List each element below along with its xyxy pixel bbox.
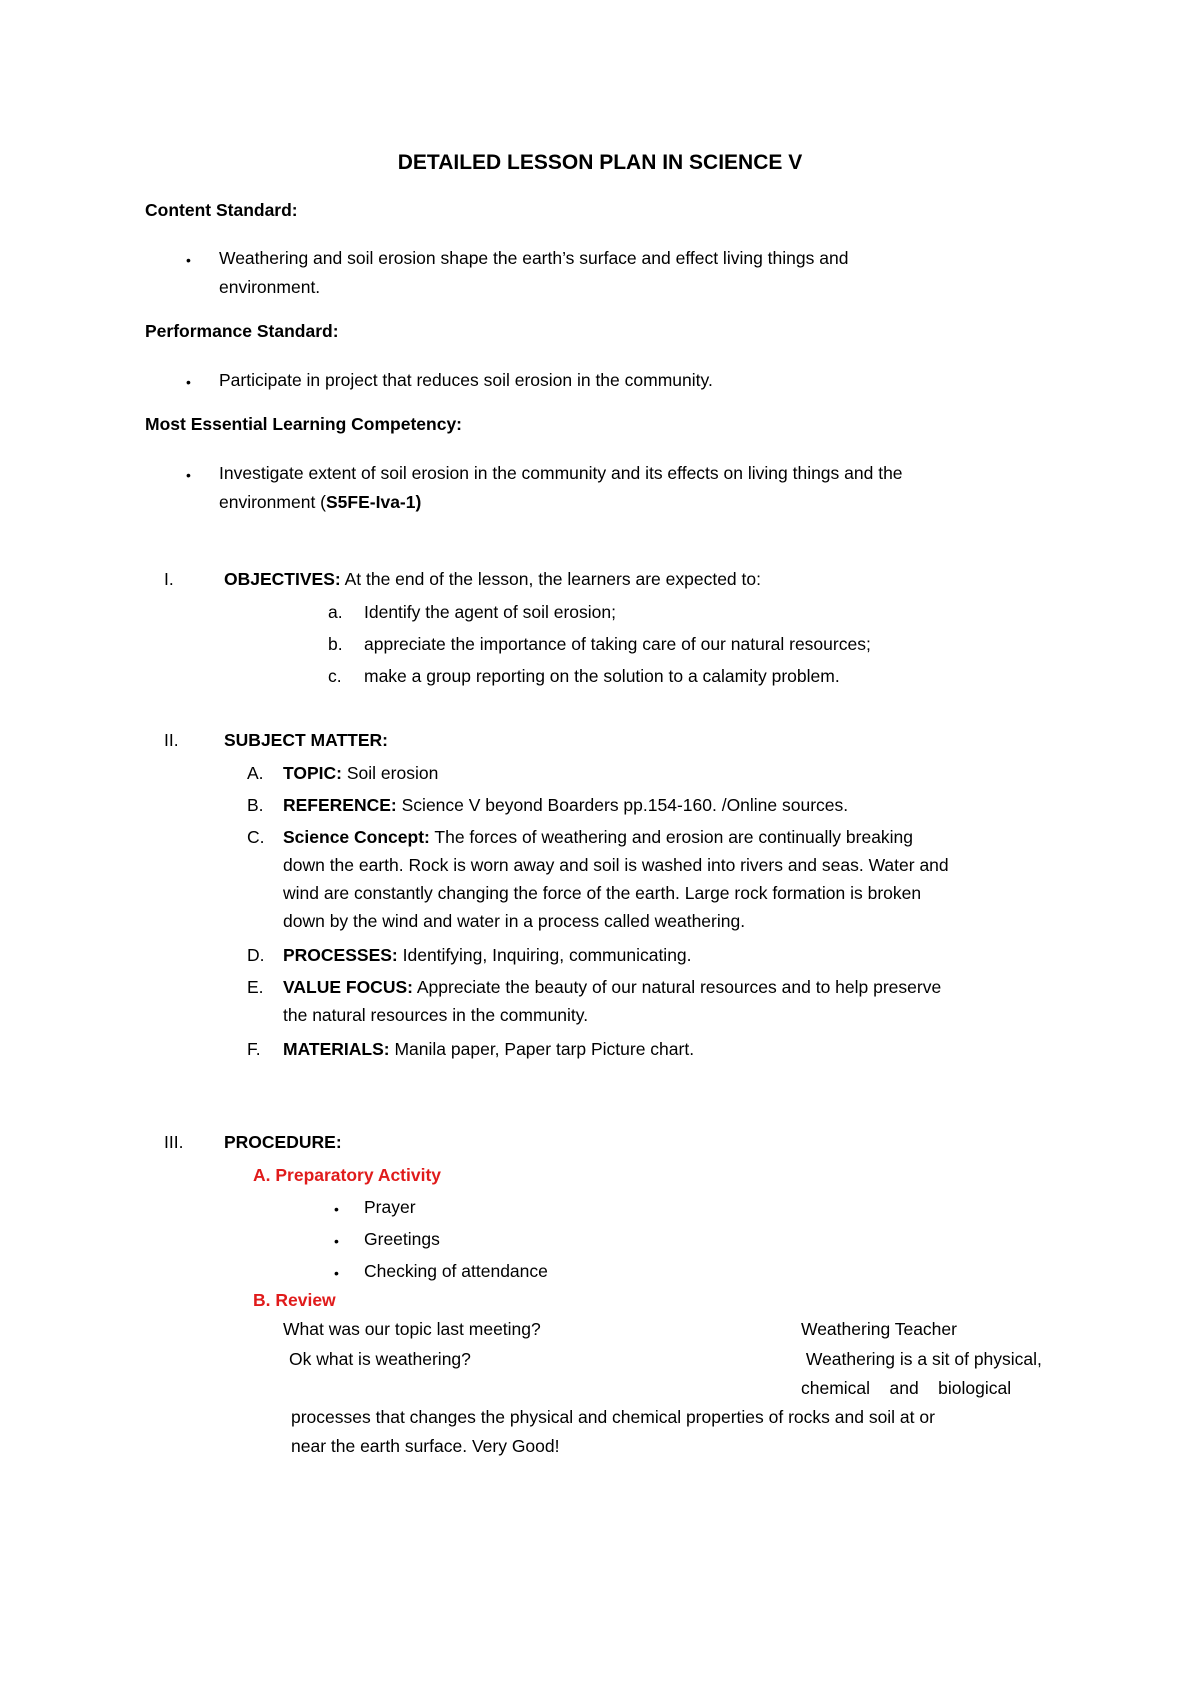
review-answer-2-line-4: near the earth surface. Very Good! (291, 1436, 560, 1456)
subject-matter-heading: SUBJECT MATTER: (224, 730, 388, 750)
subject-matter-numeral: II. (164, 730, 179, 750)
preparatory-item: Prayer (364, 1197, 416, 1217)
review-label: B. Review (253, 1290, 336, 1310)
bullet-dot-icon: • (334, 1265, 339, 1281)
reference-line: REFERENCE: Science V beyond Boarders pp.154-160. /Online sources. (283, 795, 849, 815)
topic-line: TOPIC: Soil erosion (283, 763, 439, 783)
melc-line-2: environment (S5FE-Iva-1) (219, 492, 422, 512)
performance-standard-heading: Performance Standard: (145, 321, 339, 341)
review-answer-2-line-1: Weathering is a sit of physical, (801, 1349, 1042, 1369)
subject-letter: C. (247, 827, 265, 847)
value-focus-line-1: VALUE FOCUS: Appreciate the beauty of our natural resources and to help preserve (283, 977, 942, 997)
preparatory-activity-label: A. Preparatory Activity (253, 1165, 442, 1185)
subject-letter: F. (247, 1039, 261, 1059)
bullet-dot-icon: • (186, 467, 191, 483)
concept-line-4: down by the wind and water in a process called weathering. (283, 911, 746, 931)
preparatory-item: Greetings (364, 1229, 440, 1249)
objective-item: make a group reporting on the solution to a calamity problem. (364, 666, 840, 686)
review-answer-2-line-3: processes that changes the physical and chemical properties of rocks and soil at or (291, 1407, 935, 1427)
concept-line-3: wind are constantly changing the force of the earth. Large rock formation is broken (283, 883, 922, 903)
content-standard-heading: Content Standard: (145, 200, 298, 220)
document-title: DETAILED LESSON PLAN IN SCIENCE V (397, 151, 803, 174)
objectives-numeral: I. (164, 569, 174, 589)
subject-letter: E. (247, 977, 264, 997)
bullet-dot-icon: • (334, 1233, 339, 1249)
melc-code: S5FE-Iva-1) (326, 492, 422, 512)
objective-letter: a. (328, 602, 343, 622)
processes-line: PROCESSES: Identifying, Inquiring, communicating. (283, 945, 692, 965)
materials-line: MATERIALS: Manila paper, Paper tarp Picture chart. (283, 1039, 695, 1059)
objective-item: Identify the agent of soil erosion; (364, 602, 616, 622)
review-answer-1: Weathering Teacher (801, 1319, 957, 1339)
review-answer-2-line-2: chemical and biological (801, 1378, 1012, 1398)
melc-line-1: Investigate extent of soil erosion in the community and its effects on living things and the (219, 463, 903, 483)
content-standard-line-2: environment. (219, 277, 321, 297)
content-standard-line-1: Weathering and soil erosion shape the earth’s surface and effect living things and (219, 248, 849, 268)
melc-heading: Most Essential Learning Competency: (145, 414, 463, 434)
bullet-dot-icon: • (186, 374, 191, 390)
performance-standard-text: Participate in project that reduces soil erosion in the community. (219, 370, 713, 390)
subject-letter: B. (247, 795, 264, 815)
objectives-heading: OBJECTIVES: (224, 569, 341, 589)
concept-line-1: Science Concept: The forces of weathering and erosion are continually breaking (283, 827, 914, 847)
bullet-dot-icon: • (186, 252, 191, 268)
procedure-numeral: III. (164, 1132, 184, 1152)
objective-letter: c. (328, 666, 342, 686)
preparatory-item: Checking of attendance (364, 1261, 548, 1281)
objective-item: appreciate the importance of taking care of our natural resources; (364, 634, 871, 654)
review-question-2: Ok what is weathering? (289, 1349, 471, 1369)
procedure-heading: PROCEDURE: (224, 1132, 342, 1152)
objectives-intro: At the end of the lesson, the learners are expected to: (340, 569, 761, 589)
bullet-dot-icon: • (334, 1201, 339, 1217)
value-focus-line-2: the natural resources in the community. (283, 1005, 589, 1025)
review-question-1: What was our topic last meeting? (283, 1319, 541, 1339)
subject-letter: A. (247, 763, 264, 783)
concept-line-2: down the earth. Rock is worn away and soil is washed into rivers and seas. Water and (283, 855, 949, 875)
subject-letter: D. (247, 945, 265, 965)
objective-letter: b. (328, 634, 343, 654)
objectives-line (224, 569, 761, 590)
